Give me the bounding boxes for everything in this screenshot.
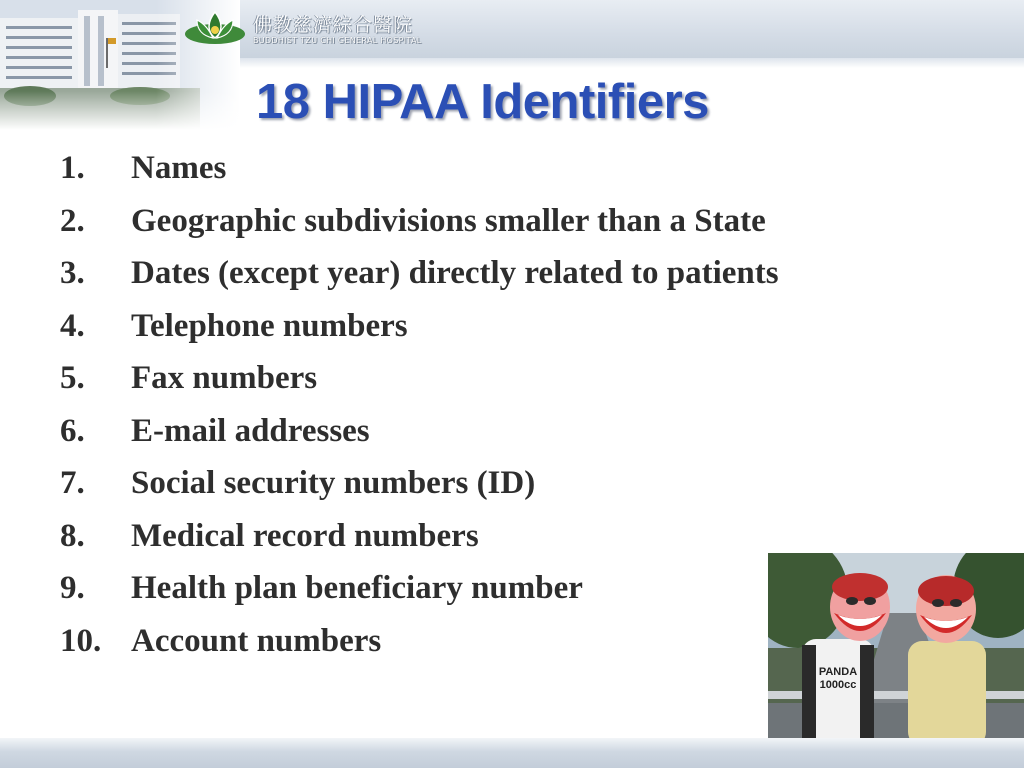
item-number: 2. (60, 202, 85, 239)
footer-band (0, 738, 1024, 768)
logo-english-name: BUDDHIST TZU CHI GENERAL HOSPITAL (253, 36, 422, 45)
slide-title: 18 HIPAA Identifiers (256, 75, 709, 129)
list-item (60, 409, 779, 462)
masked-people-photo (768, 553, 1024, 746)
item-number: 10. (60, 622, 102, 659)
shirt-text-panda: PANDA (818, 666, 858, 678)
list-item (60, 619, 779, 672)
item-text: Health plan beneficiary number (131, 570, 583, 606)
item-text: Fax numbers (131, 360, 318, 396)
item-number: 5. (60, 360, 85, 396)
item-text: Telephone numbers (131, 307, 408, 344)
item-text: Account numbers (131, 622, 382, 659)
list-item (60, 356, 779, 409)
item-number: 4. (60, 307, 85, 344)
list-item (60, 146, 779, 199)
item-text: Names (131, 150, 227, 186)
item-number: 1. (60, 150, 85, 186)
shirt-text-cc: 1000cc (819, 679, 857, 691)
item-text: Social security numbers (ID) (131, 465, 536, 501)
identifier-list (60, 146, 779, 671)
item-number: 6. (60, 412, 85, 449)
list-item (60, 304, 779, 357)
item-number: 3. (60, 255, 85, 291)
lotus-emblem-icon (183, 8, 247, 46)
item-number: 9. (60, 570, 85, 606)
item-number: 8. (60, 517, 85, 554)
item-text: Medical record numbers (131, 517, 479, 554)
list-item (60, 566, 779, 619)
list-item (60, 514, 779, 567)
hospital-logo (183, 8, 433, 50)
item-text: E-mail addresses (131, 412, 370, 449)
item-text: Dates (except year) directly related to patients (131, 255, 779, 291)
list-item (60, 251, 779, 304)
item-number: 7. (60, 465, 85, 501)
item-text: Geographic subdivisions smaller than a State (131, 202, 766, 239)
logo-chinese-name: 佛教慈濟綜合醫院 (253, 14, 414, 36)
list-item (60, 461, 779, 514)
list-item (60, 199, 779, 252)
